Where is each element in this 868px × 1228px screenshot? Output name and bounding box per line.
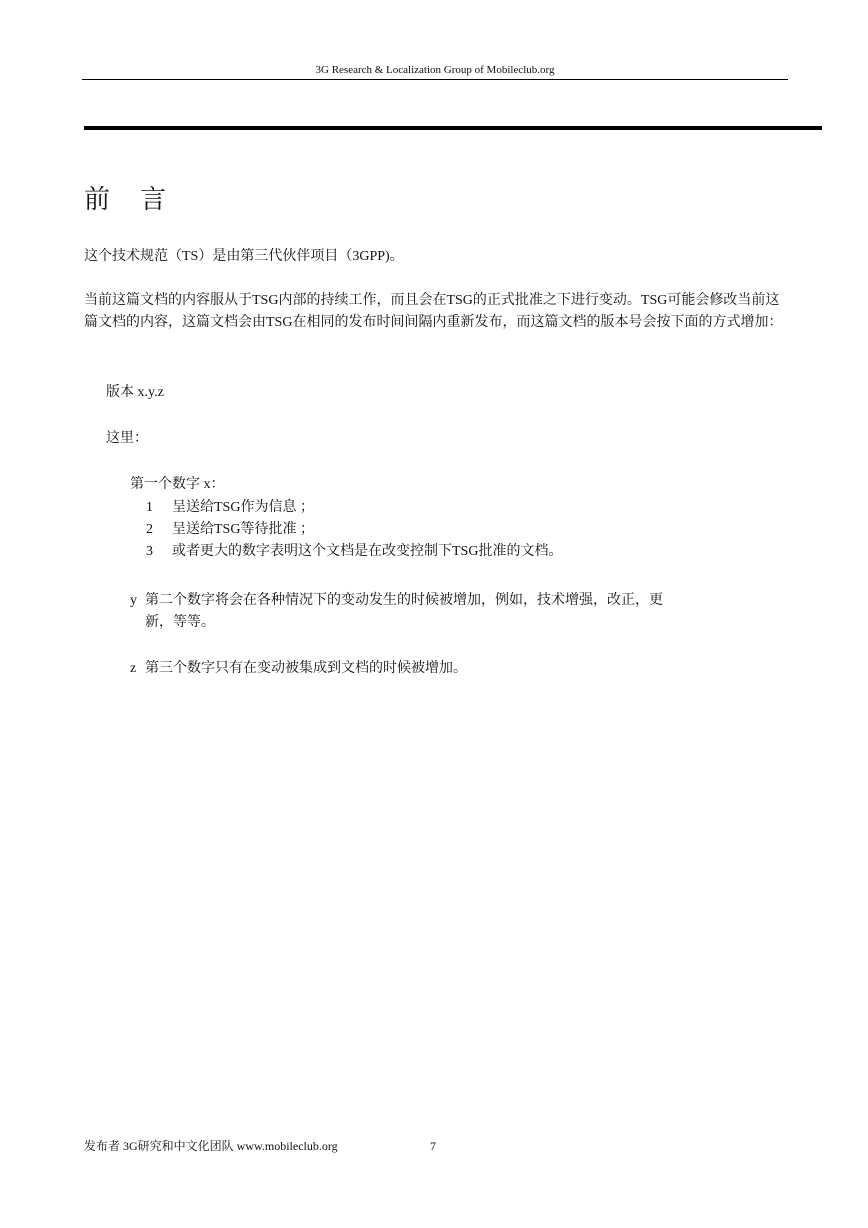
version-label: 版本 x.y.z <box>106 385 164 400</box>
header-rule <box>82 79 788 80</box>
list-item-text: 或者更大的数字表明这个文档是在改变控制下TSG批准的文档。 <box>172 544 563 559</box>
x-section-label: 第一个数字 x： <box>130 477 225 492</box>
y-text-line-1: 第二个数字将会在各种情况下的变动发生的时候被增加，例如，技术增强，改正，更 <box>145 593 663 608</box>
list-item-text: 呈送给TSG作为信息 ； <box>172 500 314 515</box>
page-header: 3G Research & Localization Group of Mobileclub.org <box>315 64 555 76</box>
paragraph-1: 这个技术规范（TS）是由第三代伙伴项目（3GPP)。 <box>84 249 404 264</box>
section-divider <box>84 126 822 130</box>
y-text-line-2: 新，等等。 <box>145 615 215 630</box>
where-label: 这里： <box>106 431 148 446</box>
list-item-text: 呈送给TSG等待批准 ； <box>172 522 314 537</box>
z-text: 第三个数字只有在变动被集成到文档的时候被增加。 <box>145 661 467 676</box>
list-item-number: 3 <box>146 544 153 559</box>
y-letter: y <box>130 593 137 608</box>
list-item-number: 2 <box>146 522 153 537</box>
footer-page-number: 7 <box>430 1139 436 1153</box>
section-title: 前 言 <box>84 185 169 215</box>
list-item-number: 1 <box>146 500 153 515</box>
z-letter: z <box>130 661 137 676</box>
paragraph-2: 当前这篇文档的内容服从于TSG内部的持续工作，而且会在TSG的正式批准之下进行变动。TSG可能会修改当前这篇文档的内容，这篇文档会由TSG在相同的发布时间间隔内重新发布，而这篇文档的版本号会按下面的方式增加： <box>84 293 783 330</box>
footer-publisher: 发布者 3G研究和中文化团队 www.mobileclub.org <box>84 1139 338 1153</box>
